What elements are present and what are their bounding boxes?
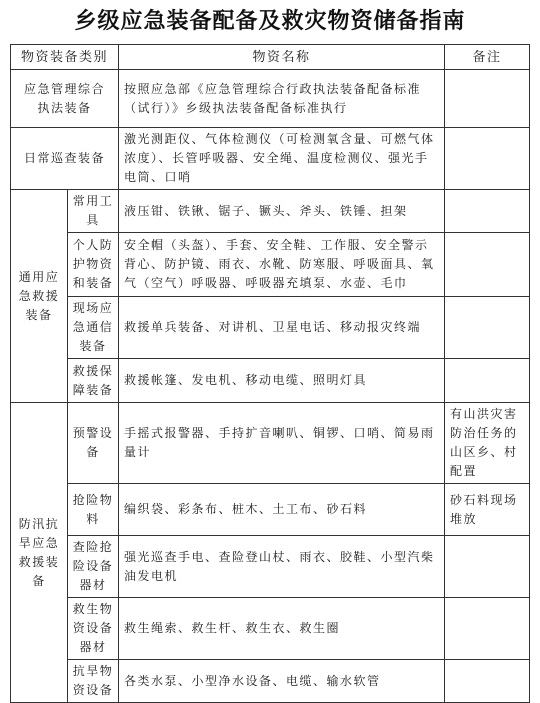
note-cell	[445, 359, 530, 403]
items-cell: 救援单兵装备、对讲机、卫星电话、移动报灾终端	[119, 297, 445, 359]
group-category-cell: 通用应急救援装备	[11, 190, 68, 403]
subcategory-cell: 预警设备	[68, 403, 119, 484]
table-row	[11, 70, 530, 128]
header-name: 物资名称	[119, 45, 445, 70]
note-cell: 砂石料现场堆放	[445, 484, 530, 536]
subcategory-cell: 救生物资设备器材	[68, 598, 119, 660]
header-category: 物资装备类别	[11, 45, 119, 70]
table-row	[11, 660, 530, 703]
group-category-cell: 防汛抗旱应急救援装备	[11, 403, 68, 703]
table-row	[11, 403, 530, 484]
table-row	[11, 484, 530, 536]
items-cell: 激光测距仪、气体检测仪（可检测氧含量、可燃气体浓度）、长管呼吸器、安全绳、温度检测仪、强光手电筒、口哨	[119, 128, 445, 190]
header-note: 备注	[445, 45, 530, 70]
note-cell: 有山洪灾害防治任务的山区乡、村配置	[445, 403, 530, 484]
items-cell: 各类水泵、小型净水设备、电缆、输水软管	[119, 660, 445, 703]
items-cell: 编织袋、彩条布、桩木、土工布、砂石料	[119, 484, 445, 536]
note-cell	[445, 233, 530, 297]
note-cell	[445, 598, 530, 660]
subcategory-cell: 个人防护物资和装备	[68, 233, 119, 297]
subcategory-cell: 救援保障装备	[68, 359, 119, 403]
table-header-row	[11, 45, 530, 70]
equipment-guide-table	[10, 44, 530, 703]
table-row	[11, 536, 530, 598]
category-cell: 日常巡查装备	[11, 128, 119, 190]
items-cell: 救生绳索、救生杆、救生衣、救生圈	[119, 598, 445, 660]
table-row	[11, 128, 530, 190]
items-cell: 强光巡查手电、查险登山杖、雨衣、胶鞋、小型汽柴油发电机	[119, 536, 445, 598]
table-row	[11, 598, 530, 660]
table-row	[11, 297, 530, 359]
note-cell	[445, 536, 530, 598]
note-cell	[445, 128, 530, 190]
items-cell: 救援帐篷、发电机、移动电缆、照明灯具	[119, 359, 445, 403]
note-cell	[445, 70, 530, 128]
subcategory-cell: 常用工具	[68, 190, 119, 233]
table-row	[11, 233, 530, 297]
items-cell: 液压钳、铁锹、锯子、镢头、斧头、铁锤、担架	[119, 190, 445, 233]
table-row	[11, 359, 530, 403]
subcategory-cell: 查险抢险设备器材	[68, 536, 119, 598]
subcategory-cell: 抢险物料	[68, 484, 119, 536]
note-cell	[445, 660, 530, 703]
category-cell: 应急管理综合执法装备	[11, 70, 119, 128]
document-title: 乡级应急装备配备及救灾物资储备指南	[74, 9, 466, 34]
items-cell: 安全帽（头盔）、手套、安全鞋、工作服、安全警示背心、防护镜、雨衣、水靴、防寒服、呼吸面具、氧气（空气）呼吸器、呼吸器充填泵、水壶、毛巾	[119, 233, 445, 297]
items-cell: 按照应急部《应急管理综合行政执法装备配备标准（试行）》乡级执法装备配备标准执行	[119, 70, 445, 128]
table-row	[11, 190, 530, 233]
items-cell: 手摇式报警器、手持扩音喇叭、铜锣、口哨、简易雨量计	[119, 403, 445, 484]
note-cell	[445, 297, 530, 359]
note-cell	[445, 190, 530, 233]
subcategory-cell: 现场应急通信装备	[68, 297, 119, 359]
subcategory-cell: 抗旱物资设备	[68, 660, 119, 703]
